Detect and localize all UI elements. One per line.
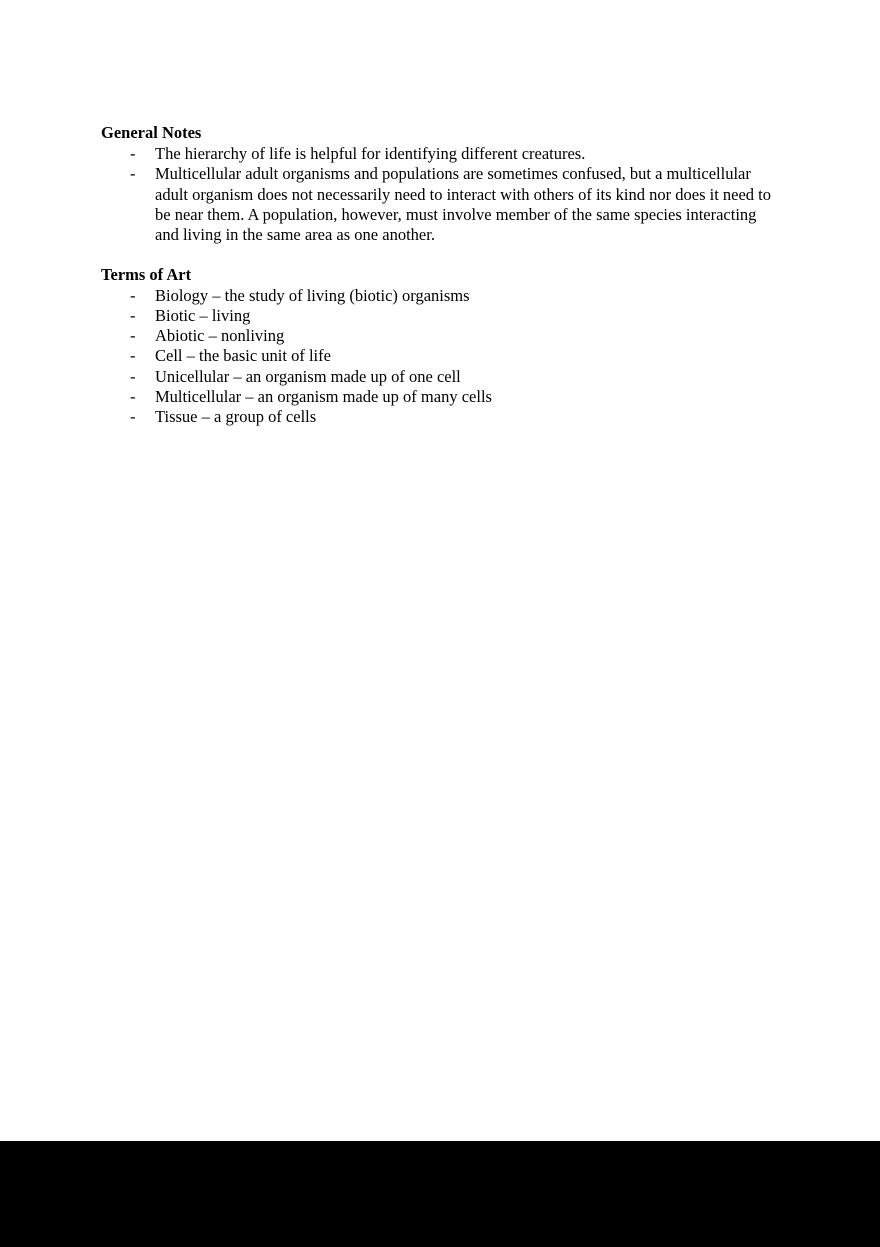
bullet-marker-icon: - xyxy=(130,387,136,407)
section-heading: Terms of Art xyxy=(101,264,192,284)
page-bottom-margin xyxy=(0,1141,880,1247)
list-item xyxy=(101,367,781,387)
bullet-list-terms-of-art xyxy=(101,286,781,428)
list-item-text: Biology – the study of living (biotic) organisms xyxy=(155,285,470,305)
list-item xyxy=(101,407,781,427)
list-item-text: Tissue – a group of cells xyxy=(155,407,317,427)
list-item-text: Cell – the basic unit of life xyxy=(155,346,331,366)
list-item xyxy=(101,144,781,164)
list-item-text: Multicellular – an organism made up of many cells xyxy=(155,387,492,407)
bullet-list-general-notes xyxy=(101,144,781,245)
bullet-marker-icon: - xyxy=(130,346,136,366)
list-item-text: The hierarchy of life is helpful for identifying different creatures. xyxy=(155,144,586,164)
bullet-marker-icon: - xyxy=(130,366,136,386)
bullet-marker-icon: - xyxy=(130,164,136,184)
bullet-marker-icon: - xyxy=(130,305,136,325)
list-item xyxy=(101,326,781,346)
list-item xyxy=(101,306,781,326)
list-item xyxy=(101,286,781,306)
list-item xyxy=(101,387,781,407)
list-item-text: Unicellular – an organism made up of one cell xyxy=(155,366,461,386)
list-item xyxy=(101,346,781,366)
bullet-marker-icon: - xyxy=(130,407,136,427)
bullet-marker-icon: - xyxy=(130,326,136,346)
bullet-marker-icon: - xyxy=(130,285,136,305)
list-item-text: Biotic – living xyxy=(155,305,251,325)
section-heading: General Notes xyxy=(101,123,202,142)
document-body xyxy=(101,122,781,446)
list-item-text: Multicellular adult organisms and populations are sometimes confused, but a multicellular adult organism does not necessarily need to interact with others of its kind nor does it need to be near them. A population, however, must involve member of the same species interacting and living in the same area as one another. xyxy=(155,164,772,245)
bullet-marker-icon: - xyxy=(130,144,136,164)
list-item xyxy=(101,164,781,245)
section-general-notes xyxy=(101,122,781,246)
section-terms-of-art xyxy=(101,264,781,428)
list-item-text: Abiotic – nonliving xyxy=(155,326,285,346)
